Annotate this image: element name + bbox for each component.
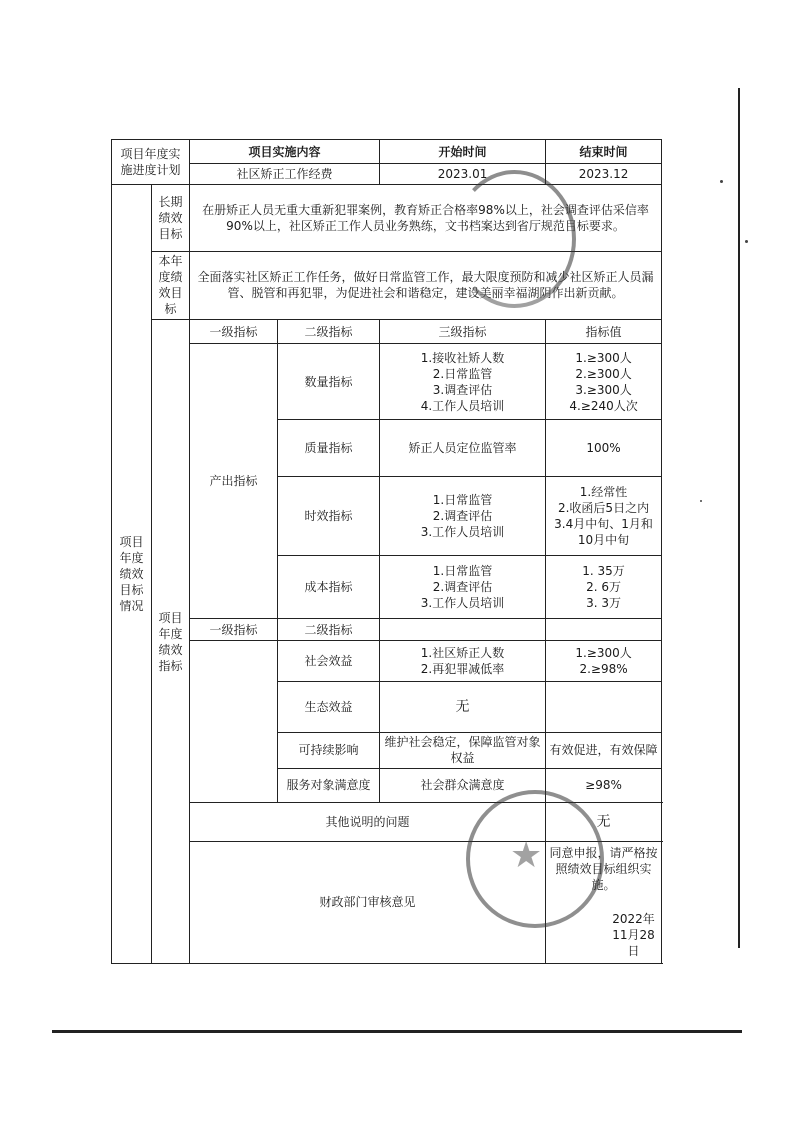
start-header: 开始时间 [380,140,546,164]
eco-item: 无 [380,682,546,733]
quantity-value: 2.≥300人 [575,366,632,381]
value-header: 指标值 [546,320,662,344]
timeliness-indicator: 时效指标 [278,476,380,555]
plan-end: 2023.12 [546,164,662,184]
quantity-item: 2.日常监管 [432,366,493,381]
long-term-label: 长期绩效目标 [152,184,190,251]
cost-value: 1. 35万 [582,564,625,579]
cost-value: 3. 3万 [586,596,621,611]
level2-header: 二级指标 [278,320,380,344]
sustain-impact: 可持续影响 [278,733,380,769]
other-issues-label: 其他说明的问题 [190,803,546,842]
annual-goal-text: 全面落实社区矫正工作任务，做好日常监管工作，最大限度预防和减少社区矫正人员漏管、脱管和再犯罪，为促进社会和谐稳定，建设美丽幸福湖阴作出新贡献。 [190,251,662,319]
social-item: 1.社区矫正人数 [420,646,505,661]
quality-item: 矫正人员定位监管率 [380,419,546,476]
quality-value: 100% [546,419,662,476]
finance-date: 2022年11月28日 [612,912,655,959]
scan-speck [700,500,702,502]
scan-speck [745,240,748,243]
seal-star-icon: ★ [510,835,543,876]
quantity-indicator: 数量指标 [278,344,380,419]
level1-header-2: 一级指标 [190,619,278,641]
timeliness-item: 1.日常监管 [432,492,493,507]
scan-speck [720,180,723,183]
other-issues-value: 无 [546,803,662,842]
timeliness-item: 2.调查评估 [432,508,493,523]
timeliness-value: 2.收函后5日之内 [557,500,650,515]
timeliness-value: 3.4月中旬、1月和10月中旬 [554,516,653,547]
eco-benefit: 生态效益 [278,682,380,733]
level3-header: 三级指标 [380,320,546,344]
cost-item: 2.调查评估 [432,580,493,595]
quantity-value: 1.≥300人 [575,350,632,365]
quantity-item: 3.调查评估 [432,382,493,397]
quantity-value: 4.≥240人次 [569,398,638,413]
long-term-text: 在册矫正人员无重大重新犯罪案例，教育矫正合格率98%以上，社会调查评估采信率90%以上，社区矫正工作人员业务熟练，文书档案达到省厅规范目标要求。 [190,184,662,251]
annual-goal-label: 本年度绩效目标 [152,251,190,319]
quantity-item: 4.工作人员培训 [420,398,505,413]
output-indicator: 产出指标 [190,344,278,619]
level1-header: 一级指标 [190,320,278,344]
sustain-value: 有效促进，有效保障 [546,733,662,769]
finance-opinion: 同意申报，请严格按照绩效目标组织实施。 [549,846,658,893]
plan-content: 社区矫正工作经费 [190,164,380,184]
timeliness-item: 3.工作人员培训 [420,524,505,539]
sustain-item: 维护社会稳定，保障监管对象权益 [380,733,546,769]
social-value: 1.≥300人 [575,646,632,661]
social-item: 2.再犯罪减低率 [420,662,505,677]
end-header: 结束时间 [546,140,662,164]
quantity-item: 1.接收社矫人数 [420,350,505,365]
timeliness-value: 1.经常性 [579,484,628,499]
scan-edge-bottom [52,1030,742,1033]
quantity-value: 3.≥300人 [575,382,632,397]
scan-edge-right [738,88,740,948]
social-benefit: 社会效益 [278,641,380,682]
quality-indicator: 质量指标 [278,419,380,476]
cost-value: 2. 6万 [586,580,621,595]
cost-indicator: 成本指标 [278,556,380,619]
finance-review-label: 财政部门审核意见 [190,841,546,963]
content-header: 项目实施内容 [190,140,380,164]
indicator-section-label: 项目年度绩效指标 [152,320,190,964]
satisfaction-item: 社会群众满意度 [380,768,546,803]
seal-stamp-partial [453,170,576,308]
cost-item: 1.日常监管 [432,564,493,579]
satisfaction-value: ≥98% [546,768,662,803]
goals-section-label: 项目年度绩效目标情况 [112,184,152,963]
satisfaction: 服务对象满意度 [278,768,380,803]
plan-label: 项目年度实施进度计划 [112,140,190,185]
level2-header-2: 二级指标 [278,619,380,641]
social-value: 2.≥98% [579,662,628,677]
cost-item: 3.工作人员培训 [420,596,505,611]
plan-start: 2023.01 [380,164,546,184]
